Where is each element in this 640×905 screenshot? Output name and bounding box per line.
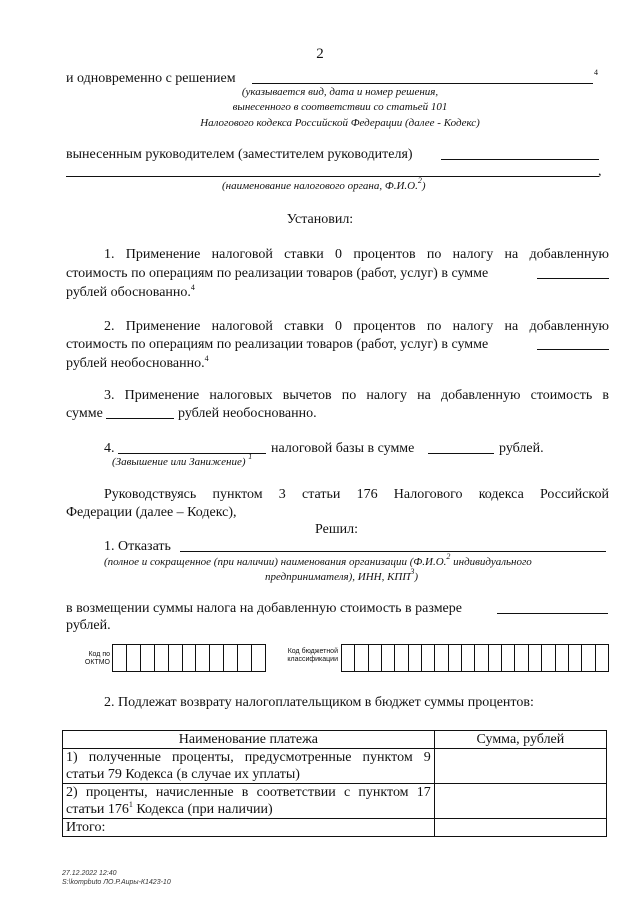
header-payment-name: Наименование платежа — [63, 731, 435, 749]
oktmo-cell[interactable] — [169, 645, 183, 671]
oktmo-cell[interactable] — [210, 645, 224, 671]
kbk-cell[interactable] — [355, 645, 368, 671]
oktmo-label: Код по ОКТМО — [84, 651, 110, 666]
intro-line-2: вынесенным руководителем (заместителем руководителя) — [66, 147, 413, 162]
comma: , — [598, 164, 602, 179]
p1-line-2: стоимость по операциям по реализации товаров (работ, услуг) в сумме — [66, 266, 489, 281]
kbk-cell[interactable] — [542, 645, 555, 671]
oktmo-cell[interactable] — [127, 645, 141, 671]
p3-line-2-start: сумме — [66, 406, 103, 421]
p4-type-blank[interactable] — [118, 453, 266, 454]
footer-path: S:\kompbuto ЛО.Р.Аиры-К1423-10 — [62, 879, 171, 886]
p1-sum-blank[interactable] — [537, 278, 609, 279]
kbk-cell[interactable] — [382, 645, 395, 671]
refund-sum-blank[interactable] — [497, 613, 608, 614]
decision-note-3: Налогового кодекса Российской Федерации (далее - Кодекс) — [200, 117, 480, 129]
oktmo-cell[interactable] — [224, 645, 238, 671]
kbk-cell[interactable] — [369, 645, 382, 671]
kbk-cell[interactable] — [462, 645, 475, 671]
oktmo-cell[interactable] — [252, 645, 265, 671]
tax-office-note: (наименование налогового органа, Ф.И.О.$^2$) — [222, 176, 426, 192]
p4-sum-blank[interactable] — [428, 453, 494, 454]
oktmo-cell[interactable] — [238, 645, 252, 671]
kbk-cell[interactable] — [475, 645, 488, 671]
established-heading: Установил: — [286, 212, 354, 227]
oktmo-cell[interactable] — [113, 645, 127, 671]
kbk-cell[interactable] — [395, 645, 408, 671]
taxpayer-note-1: (полное и сокращенное (при наличии) наименования организации (Ф.И.О.$^2$ индивидуального — [104, 552, 532, 568]
page-number: 2 — [316, 46, 324, 62]
decision-note-1: (указывается вид, дата и номер решения, — [241, 86, 439, 98]
kbk-label: Код бюджетной классификации — [287, 648, 338, 663]
p3-sum-blank[interactable] — [106, 418, 174, 419]
p2-line-1: 2. Применение налоговой ставки 0 процентов по налогу на добавленную — [104, 319, 609, 334]
kbk-cell[interactable] — [529, 645, 542, 671]
interest-return-line: 2. Подлежат возврату налогоплательщиком в бюджет суммы процентов: — [104, 695, 534, 710]
kbk-cell[interactable] — [435, 645, 448, 671]
p2-sum-blank[interactable] — [537, 349, 609, 350]
row2-amount[interactable] — [434, 784, 606, 819]
kbk-cell[interactable] — [489, 645, 502, 671]
kbk-cell[interactable] — [596, 645, 608, 671]
refund-rub: рублей. — [66, 618, 111, 633]
taxpayer-note-2: предпринимателя), ИНН, КПП$^3$) — [265, 567, 418, 583]
decision-blank[interactable] — [252, 83, 593, 84]
p4-number: 4. — [104, 441, 115, 456]
row1-name: 1) полученные проценты, предусмотренные пунктом 9 статьи 79 Кодекса (в случае их уплаты) — [63, 749, 435, 784]
p4-note: (Завышение или Занижение) $^1$ — [112, 452, 253, 468]
refund-line: в возмещении суммы налога на добавленную стоимость в размере — [66, 601, 462, 616]
guided-line-1: Руководствуясь пунктом 3 статьи 176 Налогового кодекса Российской — [104, 487, 609, 502]
table-row — [63, 784, 607, 819]
oktmo-cell[interactable] — [183, 645, 197, 671]
oktmo-code-input[interactable] — [112, 644, 266, 672]
p4-text-end: рублей. — [499, 441, 544, 456]
kbk-cell[interactable] — [422, 645, 435, 671]
decision-note-2: вынесенного в соответствии со статьей 101 — [232, 101, 448, 113]
intro-line-1: и одновременно с решением — [66, 71, 236, 86]
kbk-code-input[interactable] — [341, 644, 609, 672]
decided-heading: Решил: — [315, 522, 358, 537]
kbk-cell[interactable] — [502, 645, 515, 671]
p3-line-1: 3. Применение налоговых вычетов по налогу на добавленную стоимость в — [104, 388, 609, 403]
table-header-row — [63, 731, 607, 749]
kbk-cell[interactable] — [409, 645, 422, 671]
p2-line-3: рублей необоснованно.$^4$ — [66, 354, 209, 371]
kbk-cell[interactable] — [556, 645, 569, 671]
footer-timestamp: 27.12.2022 12:40 — [62, 870, 117, 877]
kbk-cell[interactable] — [582, 645, 595, 671]
total-label: Итого: — [63, 819, 435, 837]
head-name-blank[interactable] — [441, 159, 599, 160]
kbk-cell[interactable] — [342, 645, 355, 671]
header-amount: Сумма, рублей — [434, 731, 606, 749]
row1-amount[interactable] — [434, 749, 606, 784]
guided-line-2: Федерации (далее – Кодекс), — [66, 505, 237, 520]
total-amount[interactable] — [434, 819, 606, 837]
kbk-cell[interactable] — [569, 645, 582, 671]
kbk-cell[interactable] — [515, 645, 528, 671]
footnote-mark: 4 — [594, 68, 598, 77]
table-row — [63, 819, 607, 837]
oktmo-cell[interactable] — [155, 645, 169, 671]
p1-line-3: рублей обоснованно.$^4$ — [66, 283, 195, 300]
tax-office-blank[interactable] — [66, 176, 599, 177]
table-row — [63, 749, 607, 784]
refuse-label: 1. Отказать — [104, 539, 171, 554]
p2-line-2: стоимость по операциям по реализации товаров (работ, услуг) в сумме — [66, 337, 489, 352]
p3-line-2-end: рублей необоснованно. — [178, 406, 317, 421]
taxpayer-blank[interactable] — [180, 551, 606, 552]
oktmo-cell[interactable] — [196, 645, 210, 671]
oktmo-cell[interactable] — [141, 645, 155, 671]
kbk-cell[interactable] — [449, 645, 462, 671]
row2-name: 2) проценты, начисленные в соответствии с пунктом 17 статьи $176^1$ Кодекса (при наличии) — [63, 784, 435, 819]
p1-line-1: 1. Применение налоговой ставки 0 процентов по налогу на добавленную — [104, 247, 609, 262]
p4-text: налоговой базы в сумме — [271, 441, 415, 456]
payment-table — [62, 730, 607, 837]
